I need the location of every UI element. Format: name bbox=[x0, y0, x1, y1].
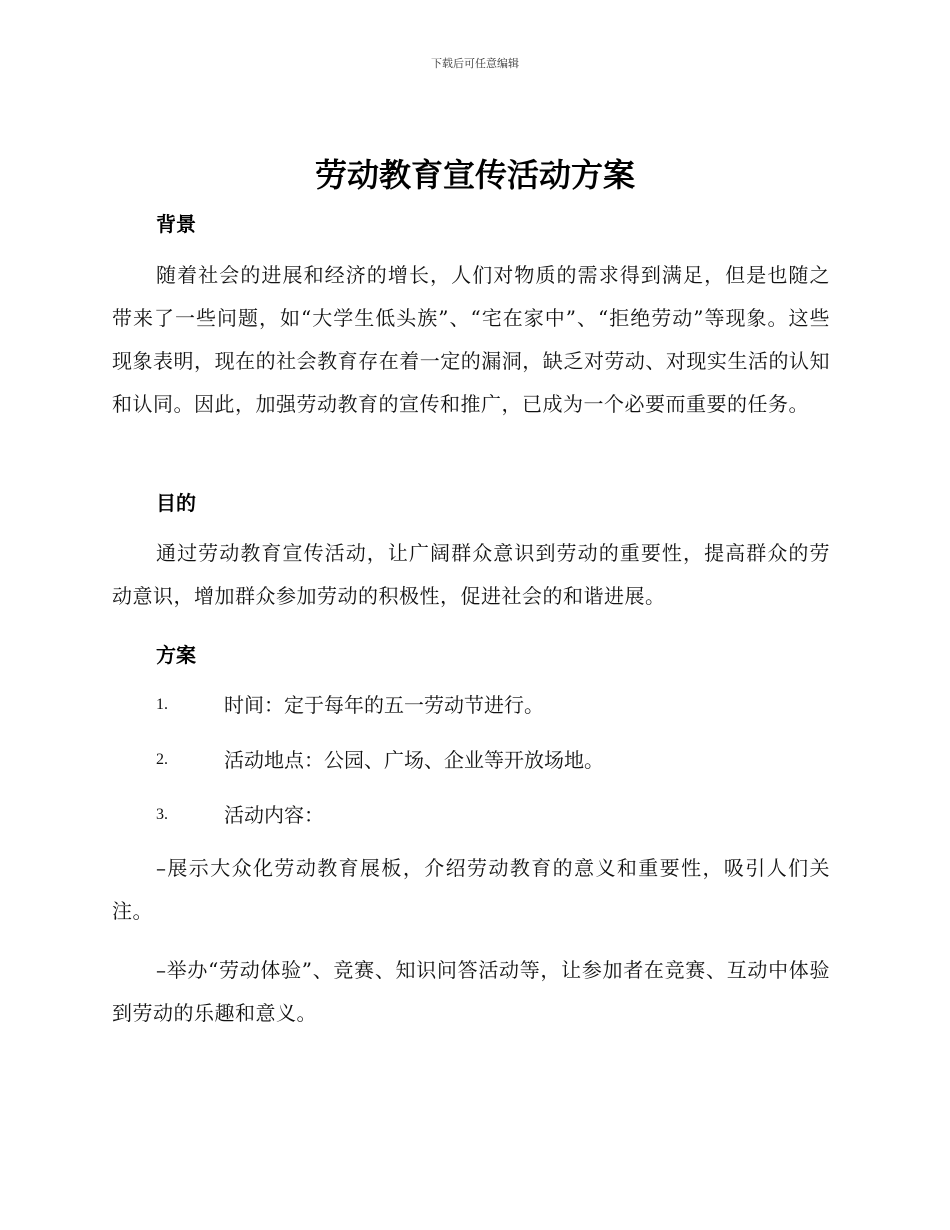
plan-detail-paragraph: –展示大众化劳动教育展板，介绍劳动教育的意义和重要性，吸引人们关注。 bbox=[112, 856, 830, 923]
section-heading-purpose: 目的 bbox=[156, 491, 196, 515]
purpose-paragraph: 通过劳动教育宣传活动，让广阔群众意识到劳动的重要性，提高群众的劳动意识，增加群众参加劳动的积极性，促进社会的和谐进展。 bbox=[112, 541, 830, 608]
page-header-note: 下载后可任意编辑 bbox=[431, 57, 519, 70]
list-item-text: 活动内容： bbox=[224, 803, 324, 827]
list-item-text: 活动地点：公园、广场、企业等开放场地。 bbox=[224, 748, 604, 772]
section-heading-background: 背景 bbox=[156, 212, 196, 236]
document-title: 劳动教育宣传活动方案 bbox=[314, 156, 635, 194]
section-heading-plan: 方案 bbox=[156, 643, 196, 667]
background-paragraph: 随着社会的进展和经济的增长，人们对物质的需求得到满足，但是也随之带来了一些问题，如“大学生低头族”、“宅在家中”、“拒绝劳动”等现象。这些现象表明，现在的社会教育存在着一定的漏洞，缺乏对劳动、对现实生活的认知和认同。因此，加强劳动教育的宣传和推广，已成为一个必要而重要的任务。 bbox=[112, 263, 830, 416]
list-item-text: 时间：定于每年的五一劳动节进行。 bbox=[224, 693, 544, 717]
list-item-number: 1. bbox=[156, 696, 168, 713]
plan-list-item bbox=[156, 800, 836, 830]
plan-detail-paragraph: –举办“劳动体验”、竞赛、知识问答活动等，让参加者在竞赛、互动中体验到劳动的乐趣和意义。 bbox=[112, 958, 830, 1025]
plan-list-item bbox=[156, 745, 836, 775]
list-item-number: 2. bbox=[156, 751, 168, 768]
plan-list-item bbox=[156, 690, 836, 720]
list-item-number: 3. bbox=[156, 806, 168, 823]
